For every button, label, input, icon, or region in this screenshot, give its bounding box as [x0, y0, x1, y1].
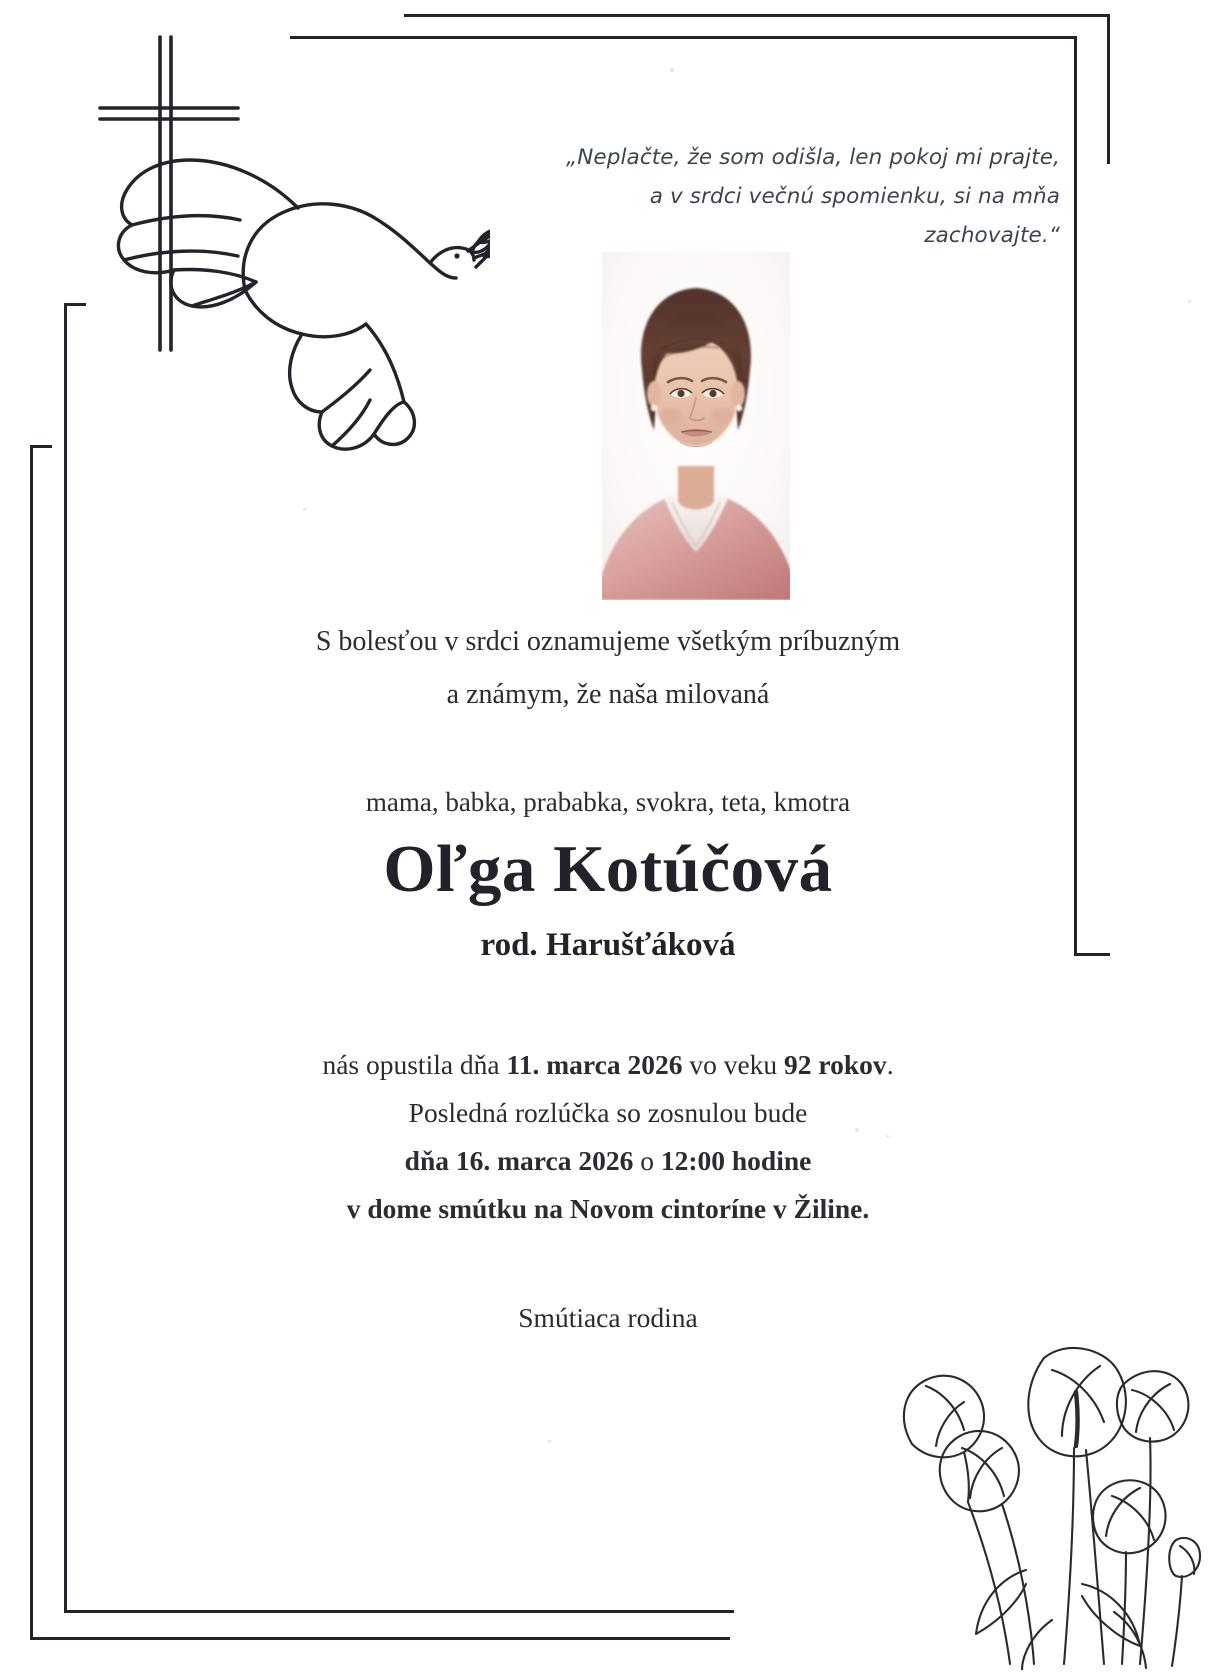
portrait-photo: [602, 252, 790, 600]
scan-speck: [1188, 300, 1191, 303]
announcement-content: [108, 615, 1108, 1339]
memorial-quote: [480, 138, 1060, 255]
roles-line: mama, babka, prababka, svokra, teta, kmotra: [365, 787, 851, 817]
frame-outer-top: [404, 14, 1110, 17]
ceremony-time: 12:00 hodine: [660, 1145, 812, 1176]
frame-outer-right: [1107, 14, 1110, 164]
scan-speck: [548, 1440, 551, 1443]
farewell-line: Posledná rozlúčka so zosnulou bude: [408, 1097, 808, 1128]
scan-speck: [670, 68, 674, 72]
death-line-post: .: [886, 1049, 894, 1080]
frame-left-stub-lower: [30, 445, 52, 448]
death-line: [108, 1041, 1108, 1089]
scan-speck: [886, 1135, 889, 1138]
quote-line-2: a v srdci večnú spomienku, si na mňa: [649, 184, 1060, 209]
intro-line-2: a známym, že naša milovaná: [446, 679, 770, 710]
intro-line-1: S bolesťou v srdci oznamujeme všetkým príbuzným: [315, 626, 901, 657]
quote-line-3: zachovajte.“: [924, 223, 1060, 248]
scan-speck: [855, 1128, 859, 1132]
signature-line: Smútiaca rodina: [518, 1302, 698, 1333]
frame-left-inner: [64, 303, 67, 1613]
ceremony-place: v dome smútku na Novom cintoríne v Žiline.: [346, 1193, 870, 1224]
frame-left-outer: [30, 445, 33, 1640]
ceremony-time-joiner: o: [633, 1145, 661, 1176]
ceremony-place-line: [108, 1185, 1108, 1233]
deceased-name: Oľga Kotúčová: [383, 832, 833, 906]
ceremony-datetime-line: [108, 1137, 1108, 1185]
frame-bottom-inner: [64, 1610, 734, 1613]
calla-lily-icon: [876, 1240, 1206, 1670]
death-line-pre: nás opustila dňa: [322, 1049, 507, 1080]
death-date: 11. marca 2026: [506, 1049, 683, 1080]
ceremony-date: dňa 16. marca 2026: [404, 1145, 634, 1176]
age-value: 92 rokov: [784, 1049, 887, 1080]
maiden-name: rod. Harušťáková: [480, 927, 736, 963]
scan-speck: [303, 508, 306, 511]
frame-bottom-outer: [30, 1637, 730, 1640]
quote-line-1: „Neplačte, že som odišla, len pokoj mi prajte,: [565, 145, 1060, 170]
cross-and-dove-icon: [70, 20, 490, 490]
death-line-mid: vo veku: [682, 1049, 785, 1080]
